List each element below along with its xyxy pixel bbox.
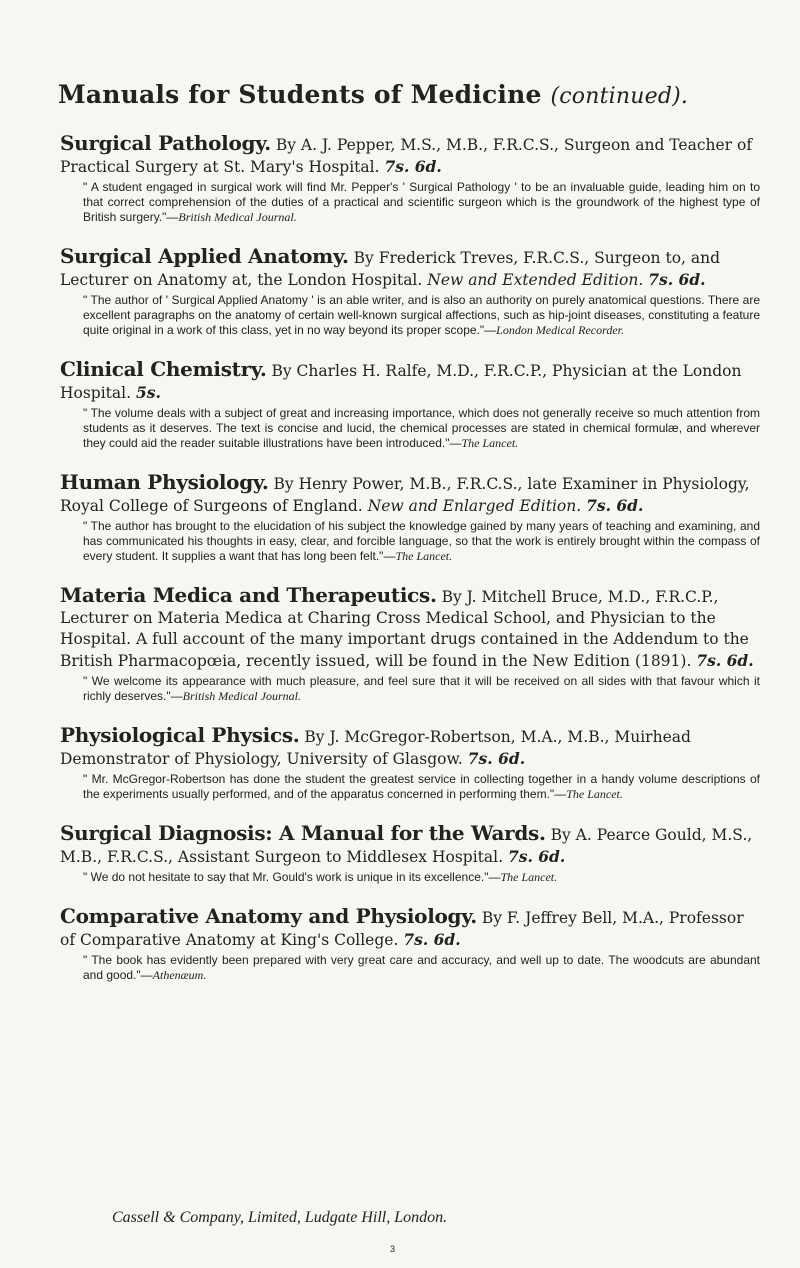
entry-heading [60,246,760,291]
entry-heading [60,725,760,770]
entry-price: 7s. 6d. [507,847,566,866]
entry-title: Surgical Applied Anatomy. [60,244,349,268]
entry-price: 5s. [135,383,161,402]
catalogue-entries [60,133,760,1004]
review-text: " The author has brought to the elucidation of his subject the knowledge gained by many years of teaching and examining, and has communicated his thoughts in easy, clear, and forcible language, so that the work is entirely brought within the compass of every student. It supplies a want that has long been felt."— [83,519,760,563]
entry-byline: By J. McGregor-Robertson, M.A., M.B., Muirhead Demonstrator of Physiology, University of Glasgow. [60,728,691,768]
entry-byline: By Charles H. Ralfe, M.D., F.R.C.P., Physician at the London Hospital. [60,362,742,402]
review-quote [60,870,760,885]
header-title: Manuals for Students of Medicine [58,80,542,109]
review-source: Athenæum. [152,968,207,982]
entry-title: Surgical Diagnosis: A Manual for the Wards. [60,821,546,845]
entry-title: Surgical Pathology. [60,131,271,155]
entry-byline: By Frederick Treves, F.R.C.S., Surgeon to, and Lecturer on Anatomy at, the London Hospital. [60,249,721,289]
review-text: " The volume deals with a subject of great and increasing importance, which does not generally receive so much attention from students as it deserves. The text is concise and lucid, the chemical processes are stated in chemical formulæ, and wherever they could aid the reader suitable illustrations have been introduced."— [83,406,760,450]
review-quote [60,180,760,225]
review-quote [60,406,760,451]
review-text: " The book has evidently been prepared with very great care and accuracy, and well up to date. The woodcuts are abundant and good."— [83,953,760,982]
catalogue-entry [60,359,760,451]
entry-byline: By J. Mitchell Bruce, M.D., F.R.C.P., Lecturer on Materia Medica at Charing Cross Medical School, and Physician to the Hospital. A full account of the many important drugs contained in the Addendum to the British Pharmacopœia, recently issued, will be found in the New Edition (1891). [60,588,749,670]
review-source: British Medical Journal. [178,210,297,224]
header-subtitle: (continued). [550,84,689,109]
review-source: British Medical Journal. [182,689,301,703]
entry-price: 7s. 6d. [467,749,526,768]
entry-price: 7s. 6d. [403,930,461,949]
catalogue-entry [60,133,760,225]
catalogue-entry [60,246,760,338]
review-quote [60,519,760,564]
review-text: " We do not hesitate to say that Mr. Gould's work is unique in its excellence."— [83,870,501,884]
entry-price: 7s. 6d. [696,651,754,670]
entry-heading [60,472,760,517]
publisher-imprint: Cassell & Company, Limited, Ludgate Hill, London. [112,1209,448,1226]
entry-byline: By A. J. Pepper, M.S., M.B., F.R.C.S., Surgeon and Teacher of Practical Surgery at St. Mary's Hospital. [60,136,753,176]
entry-heading [60,823,760,868]
page-number: 3 [390,1244,396,1254]
review-source: London Medical Recorder. [496,323,625,337]
catalogue-entry [60,906,760,983]
review-source: The Lancet. [566,787,623,801]
catalogue-entry [60,725,760,802]
entry-title: Materia Medica and Therapeutics. [60,583,437,607]
entry-edition: New and Extended Edition. [427,271,644,289]
entry-byline: By Henry Power, M.B., F.R.C.S., late Examiner in Physiology, Royal College of Surgeons of England. [60,475,750,515]
entry-price: 7s. 6d. [648,270,706,289]
entry-price: 7s. 6d. [586,496,644,515]
entry-price: 7s. 6d. [384,157,442,176]
entry-heading [60,906,760,951]
review-quote [60,293,760,338]
review-quote [60,953,760,983]
catalogue-entry [60,823,760,885]
review-text: " Mr. McGregor-Robertson has done the student the greatest service in collecting together in a handy volume descriptions of the experiments usually performed, and of the apparatus concerned in performing them."— [83,772,760,801]
entry-title: Human Physiology. [60,470,269,494]
review-text: " We welcome its appearance with much pleasure, and feel sure that it will be received on all sides with that favour which it richly deserves."— [83,674,760,703]
review-text: " The author of ' Surgical Applied Anatomy ' is an able writer, and is also an authority on purely anatomical questions. There are excellent paragraphs on the anatomy of certain well-known surgical affections, such as hip-joint diseases, constituting a feature quite original in a work of this class, yet in no way beyond its proper scope."— [83,293,760,337]
review-text: " A student engaged in surgical work will find Mr. Pepper's ' Surgical Pathology ' to be an invaluable guide, leading him on to that correct comprehension of the duties of a practical and scientific surgeon which is the groundwork of the highest type of British surgery."— [83,180,760,224]
review-quote [60,674,760,704]
review-source: The Lancet. [395,549,453,563]
entry-edition: New and Enlarged Edition. [367,497,582,515]
catalogue-entry [60,472,760,564]
entry-title: Physiological Physics. [60,723,300,747]
entry-heading [60,585,760,672]
entry-byline: By A. Pearce Gould, M.S., M.B., F.R.C.S., Assistant Surgeon to Middlesex Hospital. [60,826,753,866]
entry-heading [60,359,760,404]
review-source: The Lancet. [461,436,519,450]
entry-title: Clinical Chemistry. [60,357,267,381]
page-header [58,80,688,109]
review-quote [60,772,760,802]
entry-byline: By F. Jeffrey Bell, M.A., Professor of Comparative Anatomy at King's College. [60,909,744,949]
entry-title: Comparative Anatomy and Physiology. [60,904,477,928]
catalogue-entry [60,585,760,704]
entry-heading [60,133,760,178]
review-source: The Lancet. [500,870,558,884]
